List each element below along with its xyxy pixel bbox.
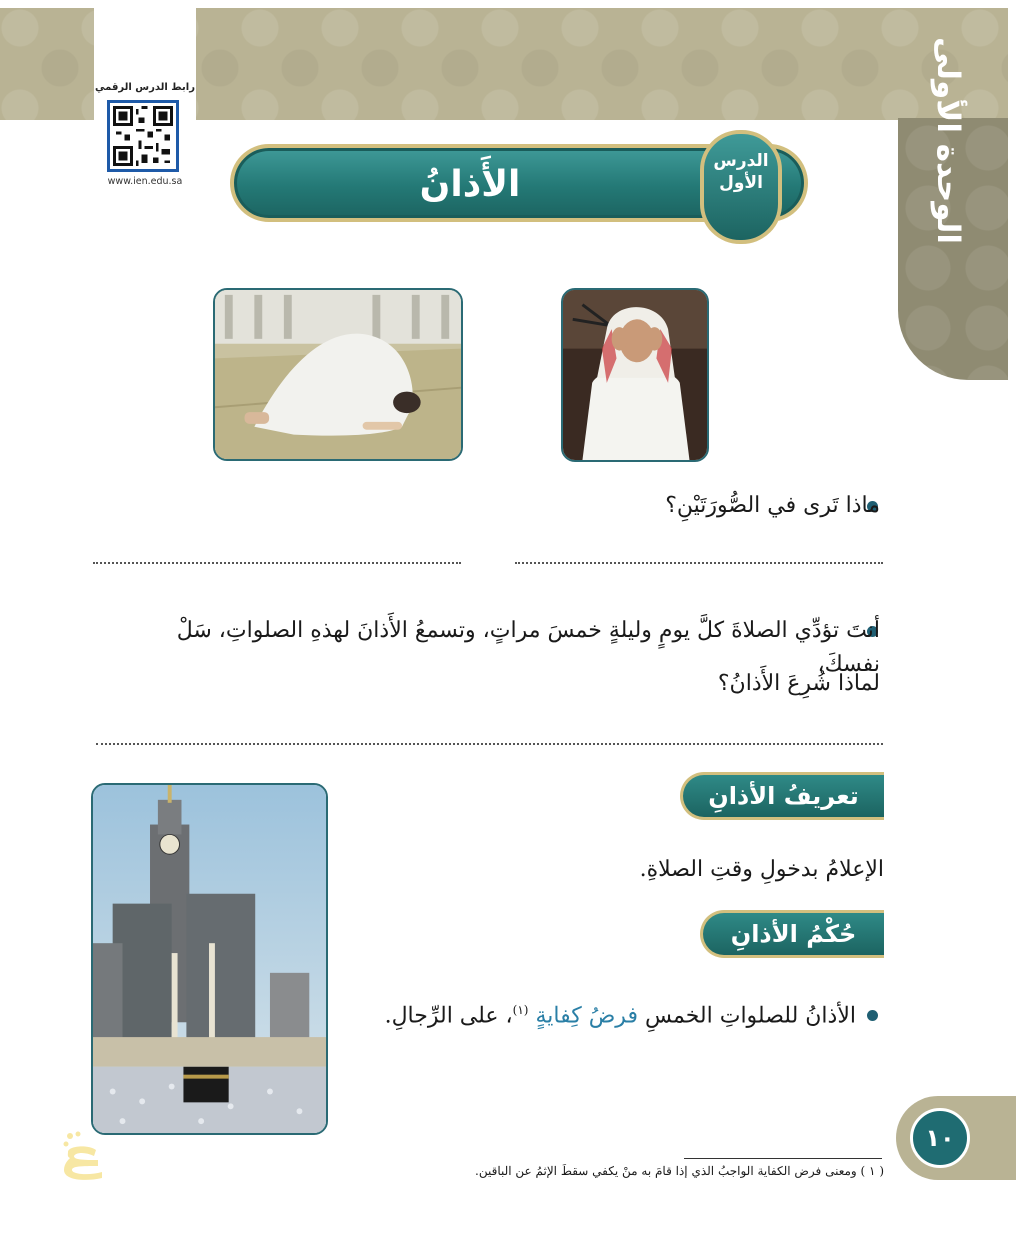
makkah-photo (91, 783, 328, 1135)
lesson-badge-line1: الدرس (713, 151, 769, 171)
unit-label: الوحدة الأولى (930, 36, 966, 244)
footnote-divider (684, 1158, 882, 1159)
ruling-text (385, 1003, 856, 1028)
question-1: ماذا تَرى في الصُّورَتَيْنِ؟ (665, 493, 880, 518)
publisher-logo-icon (58, 1130, 108, 1182)
question-2-line-2: لماذا شُرِعَ الأَذانُ؟ (717, 671, 880, 696)
ruling-heading: حُكْمُ الأذانِ (700, 910, 884, 958)
definition-heading: تعريفُ الأذانِ (680, 772, 884, 820)
qr-code[interactable] (107, 100, 179, 172)
bullet-3 (867, 1010, 878, 1021)
footnote-marker[interactable]: (١) (512, 1003, 529, 1017)
qr-url[interactable]: www.ien.edu.sa (107, 176, 183, 187)
ruling-term: فرضُ كِفايةٍ (535, 1003, 638, 1029)
qr-panel (94, 8, 196, 194)
prostration-photo (213, 288, 463, 461)
definition-text: الإعلامُ بدخولِ وقتِ الصلاةِ. (639, 857, 884, 882)
page-number: ١٠ (910, 1108, 970, 1168)
ruling-text-after: ، على الرِّجالِ. (384, 1003, 513, 1029)
muezzin-photo (561, 288, 709, 462)
qr-title: رابط الدرس الرقمي (95, 82, 195, 93)
answer-line-2[interactable] (96, 743, 883, 745)
lesson-badge (700, 130, 782, 244)
answer-line-1a[interactable] (515, 562, 883, 564)
lesson-badge-line2: الأول (719, 173, 763, 193)
answer-line-1b[interactable] (93, 562, 461, 564)
question-2-line-1: أنتَ تؤدِّي الصلاةَ كلَّ يومٍ وليلةٍ خمسَ مراتٍ، وتسمعُ الأَذانَ لهذهِ الصلواتِ، سَلْ نفسكَ، (176, 618, 880, 677)
footnote: ( ١ ) ومعنى فرض الكفاية الواجبُ الذي إذا قامَ به منْ يكفي سقطَ الإثمُ عن الباقين. (475, 1164, 884, 1178)
ruling-text-before: الأذانُ للصلواتِ الخمسِ (637, 1003, 856, 1029)
lesson-title: الأَذانُ (419, 164, 521, 205)
